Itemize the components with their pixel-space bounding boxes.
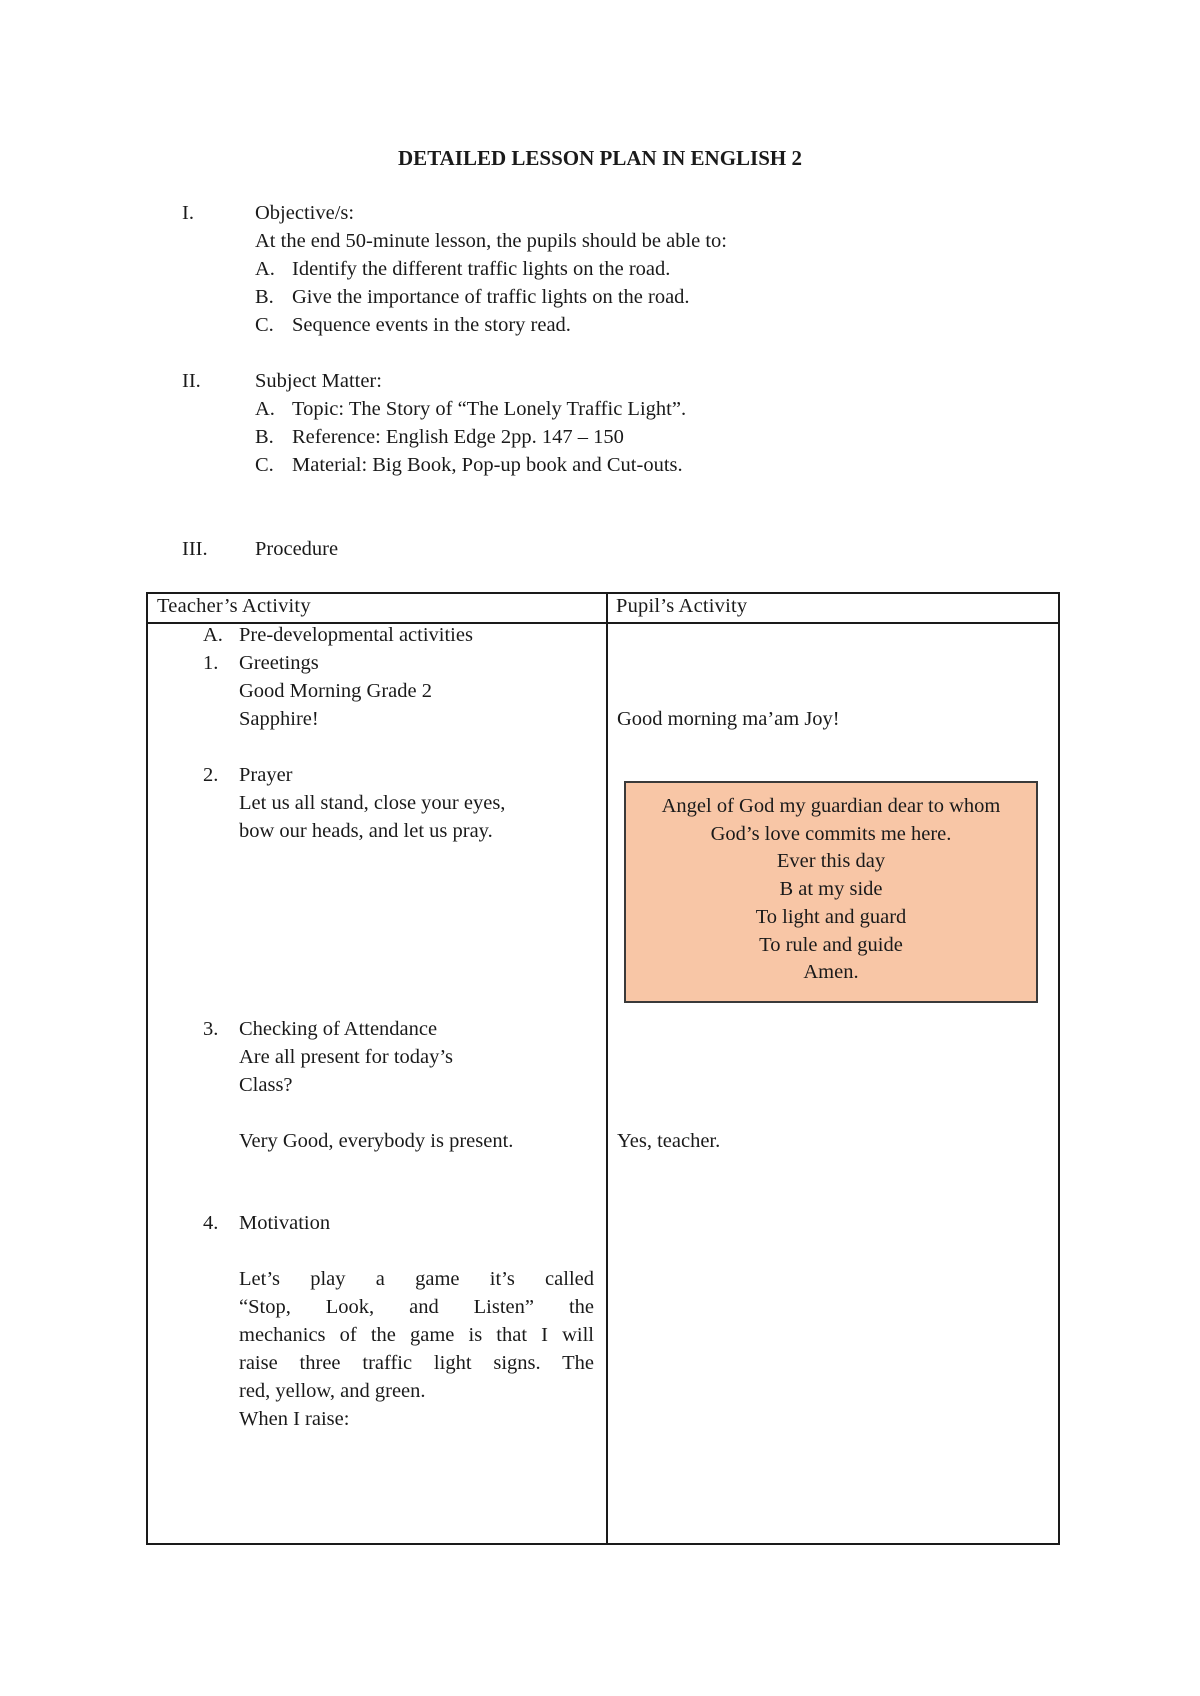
motivation-line: Let’s play a game it’s called (239, 1268, 594, 1290)
motivation-line: red, yellow, and green. (239, 1380, 426, 1402)
prayer-line: To rule and guide (759, 933, 903, 956)
subject-item (255, 398, 686, 421)
section-numeral-procedure: III. (182, 538, 208, 560)
item-letter: A. (255, 258, 275, 280)
objective-item (255, 286, 690, 309)
procedure-table (146, 592, 1060, 1545)
step-number: 1. (203, 652, 219, 674)
section-heading-subject: Subject Matter: (255, 370, 382, 392)
attendance-line: Class? (239, 1074, 293, 1096)
prayer-line: God’s love commits me here. (710, 822, 952, 845)
prayer-line: Ever this day (776, 850, 886, 873)
prayer-line: Amen. (803, 961, 859, 984)
motivation-heading: Motivation (239, 1212, 331, 1234)
item-text: Reference: English Edge 2pp. 147 – 150 (292, 426, 624, 448)
item-letter: C. (255, 454, 274, 476)
item-text: Topic: The Story of “The Lonely Traffic Light”. (292, 398, 687, 420)
objective-item (255, 314, 571, 337)
section-numeral-subject: II. (182, 370, 201, 392)
greetings-heading: Greetings (239, 652, 319, 674)
greetings-response: Good morning ma’am Joy! (617, 708, 840, 730)
item-letter: A. (255, 398, 275, 420)
motivation-line: mechanics of the game is that I will (239, 1324, 594, 1346)
subject-item (255, 454, 683, 477)
prayer-line: Let us all stand, close your eyes, (239, 792, 506, 814)
prayer-line: B at my side (779, 878, 883, 901)
objective-item (255, 258, 670, 281)
item-text: Give the importance of traffic lights on the road. (292, 286, 690, 308)
item-text: Material: Big Book, Pop-up book and Cut-outs. (292, 454, 683, 476)
attendance-response: Yes, teacher. (617, 1130, 721, 1152)
motivation-line: raise three traffic light signs. The (239, 1352, 594, 1374)
section-letter: A. (203, 624, 223, 646)
step-number: 4. (203, 1212, 219, 1234)
subject-item (255, 426, 624, 449)
motivation-line: When I raise: (239, 1408, 350, 1430)
attendance-line: Very Good, everybody is present. (239, 1130, 514, 1152)
pupil-activity-header: Pupil’s Activity (616, 595, 748, 617)
item-text: Sequence events in the story read. (292, 314, 571, 336)
prayer-line: To light and guard (755, 905, 907, 928)
prayer-text-box (624, 781, 1038, 1003)
column-divider (606, 594, 608, 1543)
motivation-line: “Stop, Look, and Listen” the (239, 1296, 594, 1318)
item-text: Identify the different traffic lights on the road. (292, 258, 671, 280)
step-number: 2. (203, 764, 219, 786)
attendance-heading: Checking of Attendance (239, 1018, 438, 1040)
item-letter: B. (255, 426, 274, 448)
document-title: DETAILED LESSON PLAN IN ENGLISH 2 (398, 146, 802, 170)
section-numeral-objectives: I. (182, 202, 194, 224)
attendance-line: Are all present for today’s (239, 1046, 454, 1068)
prayer-line: Angel of God my guardian dear to whom (661, 795, 1001, 817)
prayer-heading: Prayer (239, 764, 293, 786)
section-heading-procedure: Procedure (255, 538, 339, 560)
step-number: 3. (203, 1018, 219, 1040)
objectives-intro: At the end 50-minute lesson, the pupils should be able to: (255, 230, 728, 252)
greetings-line: Sapphire! (239, 708, 319, 730)
section-heading-objectives: Objective/s: (255, 202, 355, 224)
teacher-activity-header: Teacher’s Activity (157, 595, 311, 617)
greetings-line: Good Morning Grade 2 (239, 680, 433, 702)
section-a-heading: Pre-developmental activities (239, 624, 473, 646)
item-letter: B. (255, 286, 274, 308)
prayer-line: bow our heads, and let us pray. (239, 820, 493, 842)
item-letter: C. (255, 314, 274, 336)
